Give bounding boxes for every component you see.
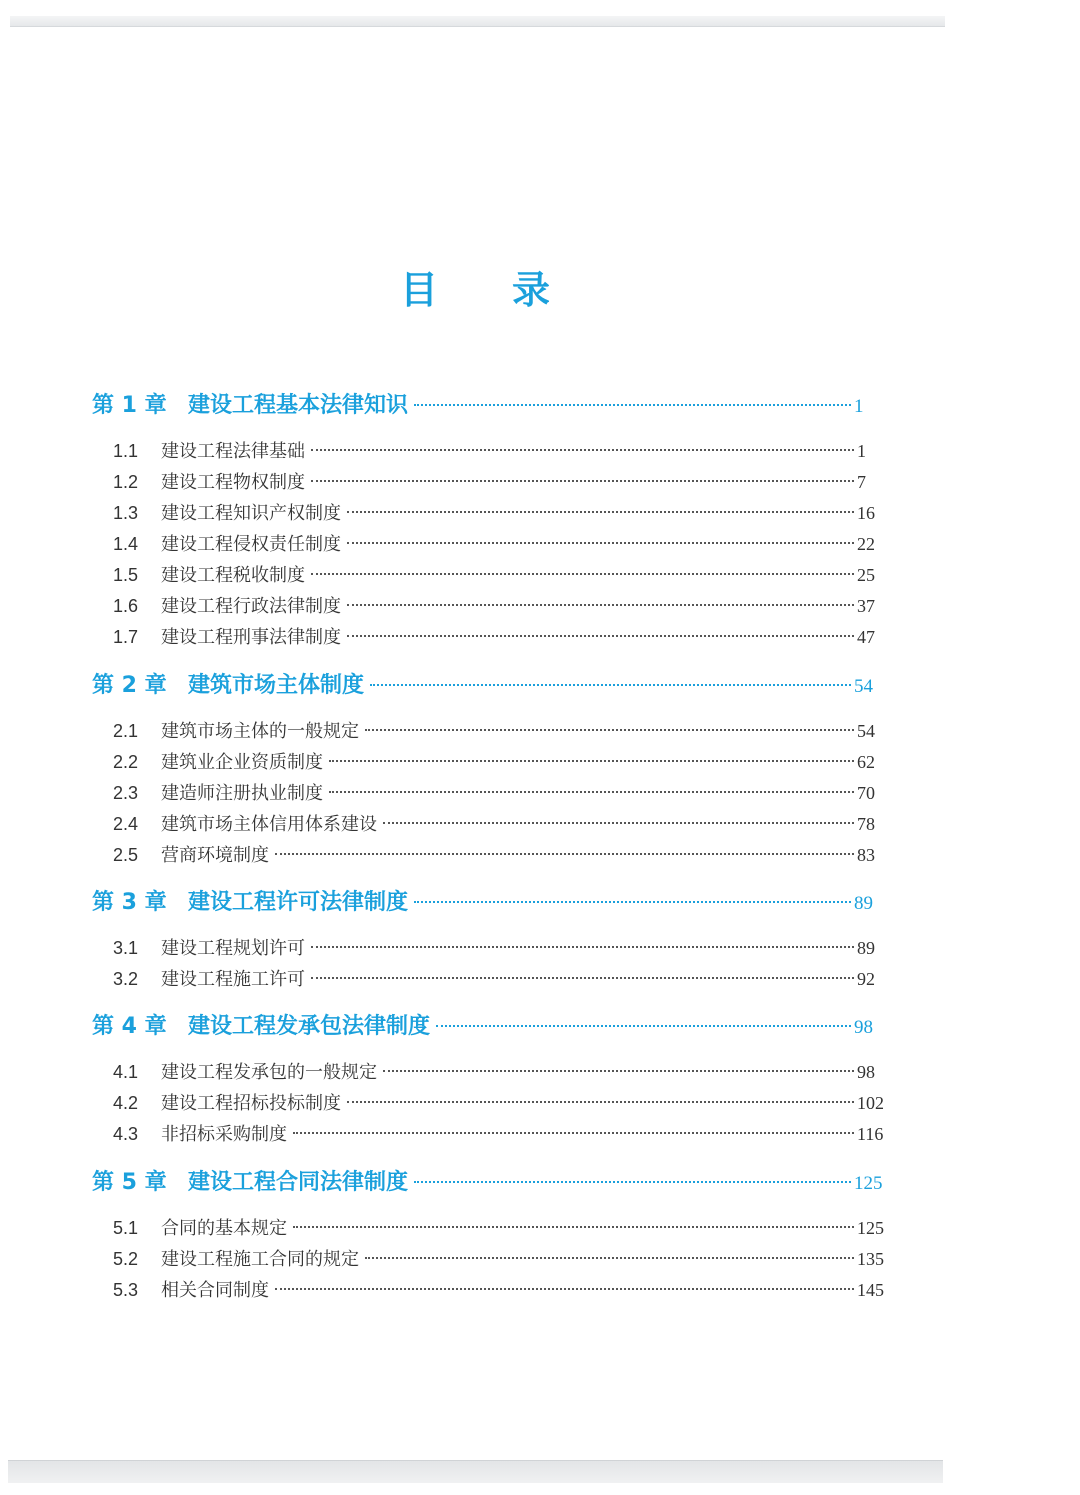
chapter-title: 建筑市场主体制度 xyxy=(188,673,365,698)
page-number: 1 xyxy=(854,396,864,417)
dot-leader xyxy=(383,1070,854,1072)
section-entry[interactable] xyxy=(0,964,1080,994)
section-number: 3.2 xyxy=(113,969,139,989)
scan-edge-top xyxy=(10,16,945,27)
dot-leader xyxy=(414,404,851,406)
chapter-5-entry[interactable] xyxy=(0,1166,1080,1200)
chapter-title: 建设工程基本法律知识 xyxy=(188,393,409,418)
section-entry[interactable] xyxy=(0,591,1080,621)
page-number: 78 xyxy=(857,814,875,834)
page-number: 135 xyxy=(857,1249,884,1269)
page-number: 98 xyxy=(854,1017,873,1038)
section-number: 1.5 xyxy=(113,565,139,585)
page-number: 62 xyxy=(857,752,875,772)
section-title: 建设工程行政法律制度 xyxy=(161,596,341,617)
dot-leader xyxy=(347,604,854,606)
section-title: 建设工程物权制度 xyxy=(161,472,305,493)
dot-leader xyxy=(311,977,854,979)
section-entry[interactable] xyxy=(0,622,1080,652)
section-title: 建设工程发承包的一般规定 xyxy=(161,1062,377,1083)
chapter-2-entry[interactable] xyxy=(0,669,1080,703)
page-number: 116 xyxy=(857,1124,884,1144)
page-number: 7 xyxy=(857,472,866,492)
page-number: 1 xyxy=(857,441,866,461)
page-number: 98 xyxy=(857,1062,875,1082)
section-entry[interactable] xyxy=(0,1275,1080,1305)
section-title: 建设工程刑事法律制度 xyxy=(161,627,341,648)
chapter-title: 建设工程发承包法律制度 xyxy=(188,1014,431,1039)
dot-leader xyxy=(347,635,854,637)
section-entry[interactable] xyxy=(0,778,1080,808)
dot-leader xyxy=(329,760,854,762)
dot-leader xyxy=(365,1257,854,1259)
scan-edge-bottom xyxy=(8,1460,943,1483)
page-number: 89 xyxy=(857,938,875,958)
dot-leader xyxy=(365,729,854,731)
section-title: 建筑市场主体的一般规定 xyxy=(161,721,359,742)
page-number: 37 xyxy=(857,596,875,616)
page-number: 92 xyxy=(857,969,875,989)
section-number: 2.4 xyxy=(113,814,139,834)
section-number: 1.4 xyxy=(113,534,139,554)
section-title: 相关合同制度 xyxy=(161,1280,269,1301)
dot-leader xyxy=(311,449,854,451)
page-number: 47 xyxy=(857,627,875,647)
section-entry[interactable] xyxy=(0,1119,1080,1149)
section-title: 营商环境制度 xyxy=(161,845,269,866)
chapter-number: 第 1 章 xyxy=(92,393,167,418)
section-entry[interactable] xyxy=(0,809,1080,839)
dot-leader xyxy=(311,573,854,575)
chapter-number: 第 3 章 xyxy=(92,890,167,915)
page-number: 145 xyxy=(857,1280,884,1300)
section-title: 建筑业企业资质制度 xyxy=(161,752,323,773)
section-number: 2.5 xyxy=(113,845,139,865)
section-number: 4.3 xyxy=(113,1124,139,1144)
page-number: 16 xyxy=(857,503,875,523)
section-entry[interactable] xyxy=(0,529,1080,559)
page-number: 25 xyxy=(857,565,875,585)
page-number: 89 xyxy=(854,893,873,914)
section-number: 4.1 xyxy=(113,1062,139,1082)
section-number: 1.2 xyxy=(113,472,139,492)
dot-leader xyxy=(293,1226,854,1228)
section-entry[interactable] xyxy=(0,498,1080,528)
dot-leader xyxy=(293,1132,854,1134)
dot-leader xyxy=(414,901,851,903)
section-title: 建设工程知识产权制度 xyxy=(161,503,341,524)
section-entry[interactable] xyxy=(0,747,1080,777)
page-number: 125 xyxy=(857,1218,884,1238)
section-entry[interactable] xyxy=(0,1057,1080,1087)
chapter-number: 第 5 章 xyxy=(92,1170,167,1195)
page-number: 70 xyxy=(857,783,875,803)
dot-leader xyxy=(311,946,854,948)
page-number: 102 xyxy=(857,1093,884,1113)
dot-leader xyxy=(383,822,854,824)
dot-leader xyxy=(329,791,854,793)
chapter-number: 第 4 章 xyxy=(92,1014,167,1039)
page-number: 83 xyxy=(857,845,875,865)
section-number: 5.1 xyxy=(113,1218,139,1238)
section-title: 建设工程法律基础 xyxy=(161,441,305,462)
section-number: 2.1 xyxy=(113,721,139,741)
dot-leader xyxy=(275,1288,854,1290)
section-title: 建造师注册执业制度 xyxy=(161,783,323,804)
section-entry[interactable] xyxy=(0,1244,1080,1274)
dot-leader xyxy=(370,684,851,686)
section-title: 建设工程规划许可 xyxy=(161,938,305,959)
section-number: 2.2 xyxy=(113,752,139,772)
chapter-1-entry[interactable] xyxy=(0,389,1080,423)
section-entry[interactable] xyxy=(0,933,1080,963)
dot-leader xyxy=(347,1101,854,1103)
section-number: 2.3 xyxy=(113,783,139,803)
dot-leader xyxy=(275,853,854,855)
chapter-4-entry[interactable] xyxy=(0,1010,1080,1044)
section-entry[interactable] xyxy=(0,560,1080,590)
section-title: 建设工程施工许可 xyxy=(161,969,305,990)
section-title: 建设工程招标投标制度 xyxy=(161,1093,341,1114)
section-number: 1.3 xyxy=(113,503,139,523)
chapter-number: 第 2 章 xyxy=(92,673,167,698)
dot-leader xyxy=(414,1181,851,1183)
page-number: 22 xyxy=(857,534,875,554)
dot-leader xyxy=(436,1025,851,1027)
section-number: 5.3 xyxy=(113,1280,139,1300)
chapter-title: 建设工程许可法律制度 xyxy=(188,890,409,915)
section-number: 1.7 xyxy=(113,627,139,647)
section-number: 5.2 xyxy=(113,1249,139,1269)
page-number: 125 xyxy=(854,1173,883,1194)
section-number: 4.2 xyxy=(113,1093,139,1113)
section-number: 1.1 xyxy=(113,441,139,461)
section-entry[interactable] xyxy=(0,436,1080,466)
section-entry[interactable] xyxy=(0,1213,1080,1243)
page-number: 54 xyxy=(854,676,873,697)
page-title: 目录 xyxy=(399,268,624,312)
section-entry[interactable] xyxy=(0,840,1080,870)
section-number: 1.6 xyxy=(113,596,139,616)
dot-leader xyxy=(347,511,854,513)
section-entry[interactable] xyxy=(0,716,1080,746)
chapter-title: 建设工程合同法律制度 xyxy=(188,1170,409,1195)
section-entry[interactable] xyxy=(0,467,1080,497)
section-title: 建设工程税收制度 xyxy=(161,565,305,586)
dot-leader xyxy=(311,480,854,482)
section-title: 建筑市场主体信用体系建设 xyxy=(161,814,377,835)
chapter-3-entry[interactable] xyxy=(0,886,1080,920)
section-title: 非招标采购制度 xyxy=(161,1124,287,1145)
section-title: 建设工程侵权责任制度 xyxy=(161,534,341,555)
section-title: 合同的基本规定 xyxy=(161,1218,287,1239)
page-number: 54 xyxy=(857,721,875,741)
section-entry[interactable] xyxy=(0,1088,1080,1118)
section-title: 建设工程施工合同的规定 xyxy=(161,1249,359,1270)
section-number: 3.1 xyxy=(113,938,139,958)
dot-leader xyxy=(347,542,854,544)
